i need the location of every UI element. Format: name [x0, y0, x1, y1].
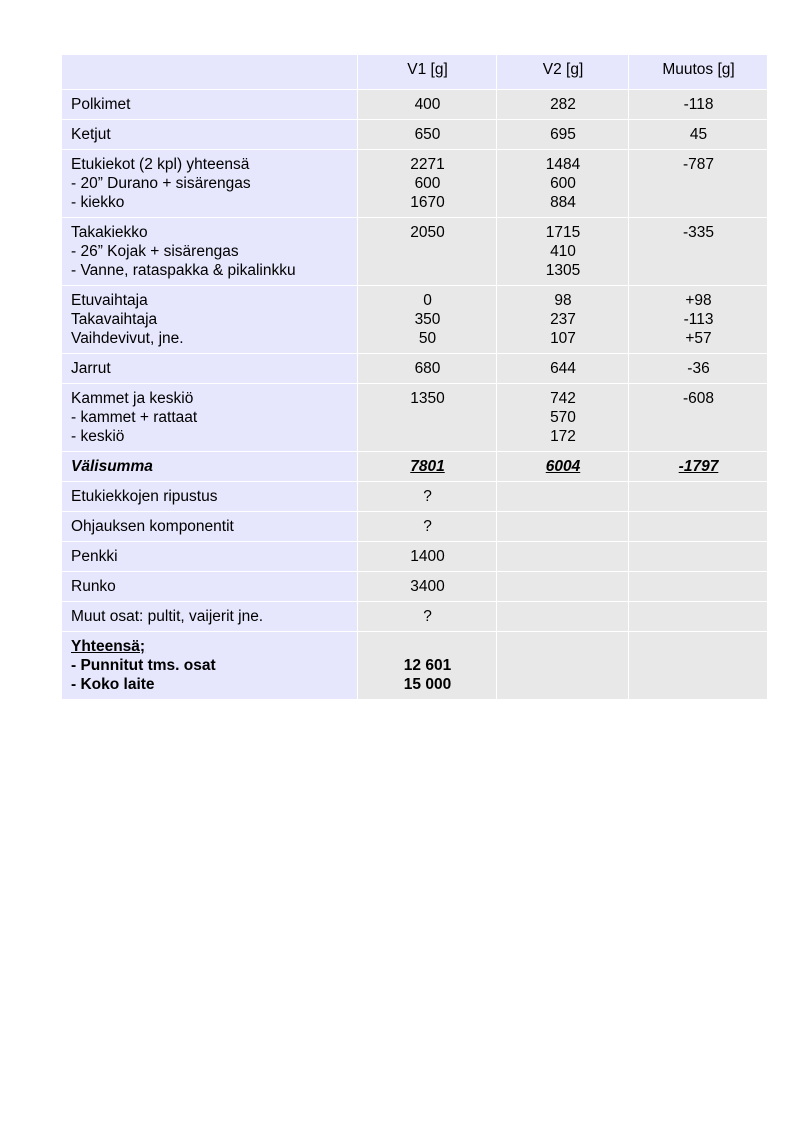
v1-value-line: 1350	[410, 390, 445, 407]
v1-value	[358, 150, 497, 218]
v2-value	[497, 482, 629, 512]
row-label-line: - kiekko	[71, 194, 125, 211]
v1-value-line: 2050	[410, 224, 445, 241]
subtotal-v1	[358, 452, 497, 482]
subtotal-v2	[497, 452, 629, 482]
table-row	[62, 90, 767, 120]
table-row	[62, 286, 767, 354]
v2-value	[497, 286, 629, 354]
total-line-label: - Koko laite	[71, 676, 155, 693]
v1-value-line: 0	[423, 292, 432, 309]
v2-value-line: 282	[550, 96, 576, 113]
v1-value	[358, 218, 497, 286]
diff-value	[629, 542, 767, 572]
row-label	[62, 218, 358, 286]
v1-value	[358, 542, 497, 572]
row-label-line: Runko	[71, 578, 116, 595]
v2-value-line: 644	[550, 360, 576, 377]
header-diff: Muutos [g]	[629, 55, 767, 90]
v2-value	[497, 120, 629, 150]
table-row	[62, 384, 767, 452]
v2-value	[497, 218, 629, 286]
v2-value-line: 884	[550, 194, 576, 211]
total-line-value: 15 000	[403, 676, 452, 693]
row-label-line: Etukiekot (2 kpl) yhteensä	[71, 156, 250, 173]
v1-value-line: 680	[414, 360, 441, 377]
diff-value	[629, 286, 767, 354]
subtotal-row	[62, 452, 767, 482]
subtotal-label	[62, 452, 358, 482]
v1-value-line: 3400	[410, 578, 445, 595]
v2-value-line: 570	[550, 409, 576, 426]
total-diff	[629, 632, 767, 700]
v2-value	[497, 602, 629, 632]
row-label-line: Kammet ja keskiö	[71, 390, 194, 407]
header-v1: V1 [g]	[358, 55, 497, 90]
subtotal-v2-text: 6004	[545, 458, 581, 475]
subtotal-diff	[629, 452, 767, 482]
diff-value	[629, 512, 767, 542]
row-label-line: Vaihdevivut, jne.	[71, 330, 184, 347]
total-line-label: - Punnitut tms. osat	[71, 657, 216, 674]
v1-value	[358, 482, 497, 512]
v1-value-line: 350	[414, 311, 441, 328]
v1-value	[358, 602, 497, 632]
v1-value	[358, 354, 497, 384]
v1-value-line: ?	[423, 608, 432, 625]
row-label	[62, 150, 358, 218]
row-label	[62, 286, 358, 354]
diff-value-line: -608	[682, 390, 715, 407]
v2-value	[497, 150, 629, 218]
diff-value	[629, 572, 767, 602]
row-label-line: - 26” Kojak + sisärengas	[71, 243, 239, 260]
diff-value	[629, 150, 767, 218]
row-label	[62, 384, 358, 452]
table-row	[62, 354, 767, 384]
diff-value	[629, 482, 767, 512]
v2-value-line: 237	[550, 311, 576, 328]
row-label-line: Penkki	[71, 548, 118, 565]
v1-value-line: ?	[423, 488, 432, 505]
total-v2	[497, 632, 629, 700]
header-row	[62, 55, 767, 90]
v1-value	[358, 512, 497, 542]
v2-value-line: 695	[550, 126, 576, 143]
row-label-line: Muut osat: pultit, vaijerit jne.	[71, 608, 264, 625]
row-label	[62, 512, 358, 542]
diff-value-line: -787	[682, 156, 715, 173]
row-label-line: - 20” Durano + sisärengas	[71, 175, 251, 192]
total-title-text: Yhteensä;	[71, 638, 146, 655]
row-label	[62, 572, 358, 602]
subtotal-diff-text: -1797	[678, 458, 719, 475]
diff-value-line: -335	[682, 224, 715, 241]
diff-value	[629, 90, 767, 120]
row-label	[62, 354, 358, 384]
v1-value-line: 50	[418, 330, 437, 347]
table-row	[62, 150, 767, 218]
total-label	[62, 632, 358, 700]
diff-value	[629, 354, 767, 384]
subtotal-v1-text: 7801	[410, 458, 445, 475]
table-row	[62, 542, 767, 572]
table-row	[62, 120, 767, 150]
row-label	[62, 482, 358, 512]
diff-value	[629, 218, 767, 286]
v1-value-line: ?	[423, 518, 432, 535]
diff-value	[629, 120, 767, 150]
table-row	[62, 602, 767, 632]
row-label-line: Jarrut	[71, 360, 111, 377]
v1-value-line: 600	[414, 175, 441, 192]
header-cell-blank	[62, 55, 358, 90]
v1-value-line: 2271	[410, 156, 445, 173]
row-label	[62, 120, 358, 150]
v1-value	[358, 286, 497, 354]
v2-value-line: 98	[554, 292, 572, 309]
row-label-line: - Vanne, rataspakka & pikalinkku	[71, 262, 296, 279]
v2-value-line: 1305	[545, 262, 581, 279]
diff-value-line: 45	[689, 126, 708, 143]
v2-value-line: 107	[550, 330, 576, 347]
row-label-line: Takavaihtaja	[71, 311, 158, 328]
v1-value-line: 1400	[410, 548, 445, 565]
diff-value	[629, 384, 767, 452]
v2-value	[497, 354, 629, 384]
total-v1	[358, 632, 497, 700]
diff-value-line: +57	[685, 330, 712, 347]
total-title	[71, 637, 349, 656]
v2-value	[497, 512, 629, 542]
v2-value-line: 1715	[545, 224, 581, 241]
diff-value	[629, 602, 767, 632]
table-row	[62, 512, 767, 542]
row-label-line: Ketjut	[71, 126, 111, 143]
v2-value-line: 600	[550, 175, 576, 192]
diff-value-line: -113	[683, 311, 714, 328]
row-label-line: - kammet + rattaat	[71, 409, 198, 426]
diff-value-line: -118	[683, 96, 714, 113]
row-label	[62, 542, 358, 572]
header-v2: V2 [g]	[497, 55, 629, 90]
table-row	[62, 482, 767, 512]
v2-value	[497, 90, 629, 120]
v1-value	[358, 384, 497, 452]
row-label-line: Etuvaihtaja	[71, 292, 148, 309]
subtotal-label-text: Välisumma	[71, 458, 153, 475]
v2-value	[497, 542, 629, 572]
diff-value-line: +98	[685, 292, 712, 309]
v2-value-line: 1484	[545, 156, 581, 173]
v2-value	[497, 572, 629, 602]
v1-value	[358, 572, 497, 602]
table-row	[62, 572, 767, 602]
table-row	[62, 218, 767, 286]
row-label-line: Ohjauksen komponentit	[71, 518, 234, 535]
row-label	[62, 90, 358, 120]
row-label-line: Takakiekko	[71, 224, 148, 241]
v2-value-line: 410	[550, 243, 576, 260]
row-label-line: Etukiekkojen ripustus	[71, 488, 218, 505]
weight-comparison-table	[62, 55, 767, 700]
row-label-line: - keskiö	[71, 428, 125, 445]
total-line-value: 12 601	[403, 657, 452, 674]
v2-value	[497, 384, 629, 452]
v1-value-line: 400	[414, 96, 441, 113]
v2-value-line: 172	[550, 428, 576, 445]
v1-value-line: 1670	[410, 194, 445, 211]
v1-value	[358, 120, 497, 150]
v1-value	[358, 90, 497, 120]
v1-value-line: 650	[414, 126, 441, 143]
row-label-line: Polkimet	[71, 96, 131, 113]
diff-value-line: -36	[687, 360, 710, 377]
row-label	[62, 602, 358, 632]
total-row	[62, 632, 767, 700]
v2-value-line: 742	[550, 390, 576, 407]
